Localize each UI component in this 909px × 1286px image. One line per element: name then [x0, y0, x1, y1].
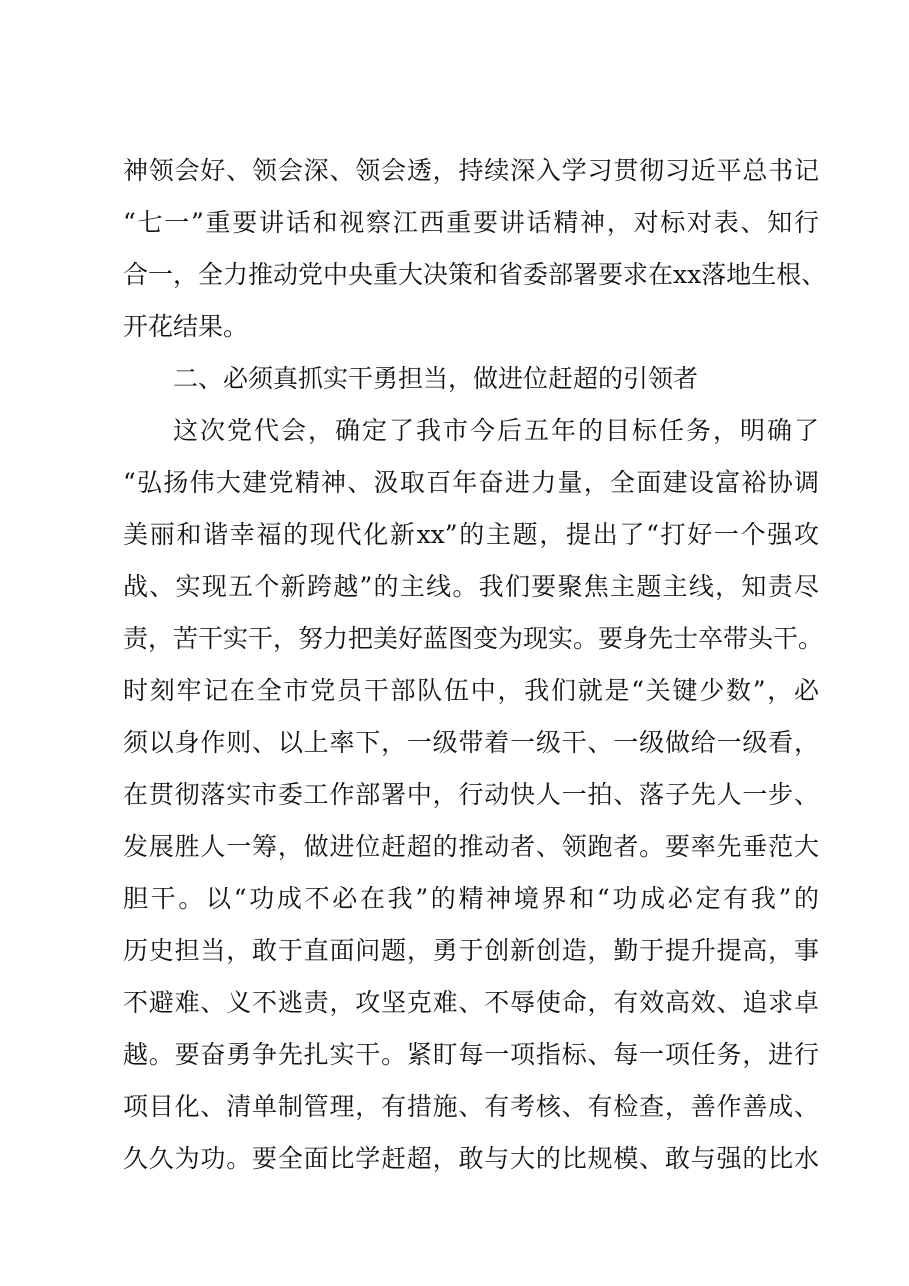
body-text-line: 神领会好、领会深、领会透，持续深入学习贯彻习近平总书记	[123, 156, 819, 185]
body-text-line: 开花结果。	[123, 312, 249, 341]
body-text-line: 战、实现五个新跨越”的主线。我们要聚焦主题主线，知责尽	[123, 572, 819, 601]
body-text-line: 时刻牢记在全市党员干部队伍中，我们就是“关键少数”，必	[123, 676, 819, 705]
body-text-line: “弘扬伟大建党精神、汲取百年奋进力量，全面建设富裕协调	[123, 468, 819, 497]
body-text-line: 合一，全力推动党中央重大决策和省委部署要求在xx落地生根、	[123, 260, 827, 289]
body-text-line: 久久为功。要全面比学赶超，敢与大的比规模、敢与强的比水	[123, 1144, 819, 1173]
body-text-line: 越。要奋勇争先扎实干。紧盯每一项指标、每一项任务，进行	[123, 1040, 819, 1069]
body-text-line: 在贯彻落实市委工作部署中，行动快人一拍、落子先人一步、	[123, 780, 819, 809]
body-text-line: 责，苦干实干，努力把美好蓝图变为现实。要身先士卒带头干。	[123, 624, 824, 653]
body-text-line: 历史担当，敢于直面问题，勇于创新创造，勤于提升提高，事	[123, 936, 819, 965]
body-text-line: 不避难、义不逃责，攻坚克难、不辱使命，有效高效、追求卓	[123, 988, 819, 1017]
body-text-line: 须以身作则、以上率下，一级带着一级干、一级做给一级看，	[123, 728, 819, 757]
body-text-line: 项目化、清单制管理，有措施、有考核、有检查，善作善成、	[123, 1092, 819, 1121]
section-heading: 二、必须真抓实干勇担当，做进位赶超的引领者	[173, 364, 699, 393]
body-text-line: “七一”重要讲话和视察江西重要讲话精神，对标对表、知行	[123, 208, 819, 237]
paragraph-first-line: 这次党代会，确定了我市今后五年的目标任务，明确了	[173, 416, 819, 445]
body-text-line: 胆干。以“功成不必在我”的精神境界和“功成必定有我”的	[123, 884, 819, 913]
body-text-line: 发展胜人一筹，做进位赶超的推动者、领跑者。要率先垂范大	[123, 832, 819, 861]
body-text-line: 美丽和谐幸福的现代化新xx”的主题，提出了“打好一个强攻	[123, 520, 819, 549]
